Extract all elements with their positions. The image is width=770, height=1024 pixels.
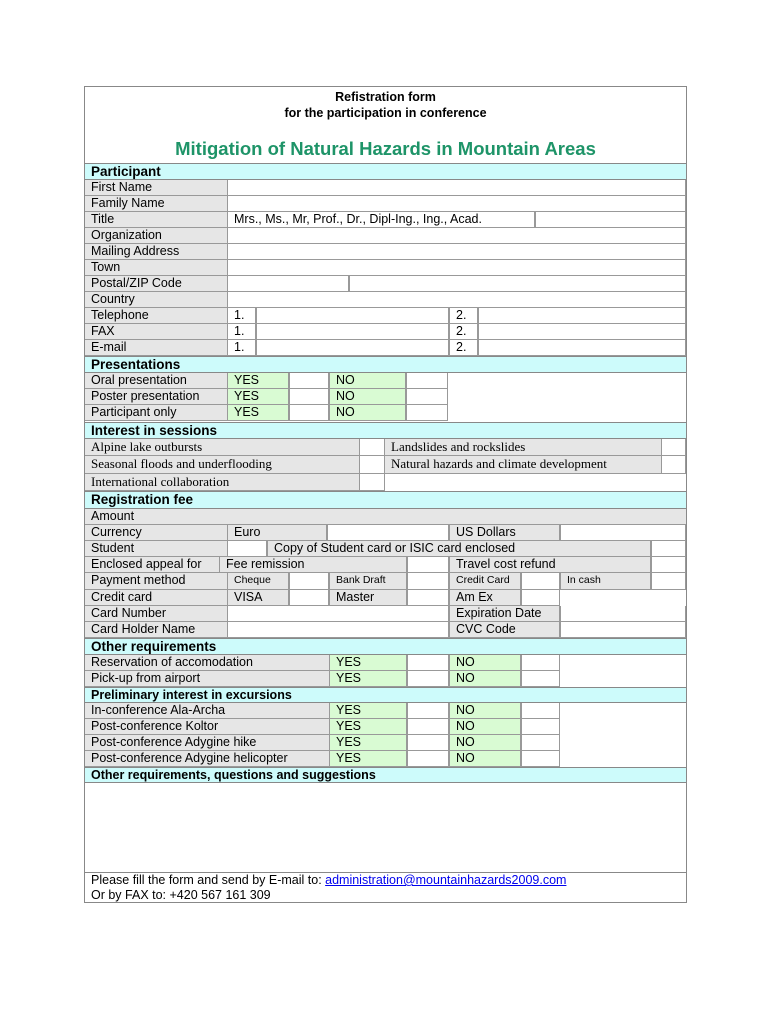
telephone-2-num: 2. <box>449 308 478 324</box>
section-suggestions: Other requirements, questions and suggestions <box>85 767 686 783</box>
reservation-yes-checkbox[interactable] <box>407 655 449 671</box>
label-reservation: Reservation of accomodation <box>85 655 329 671</box>
telephone-1-field[interactable] <box>256 308 449 324</box>
suggestions-textarea[interactable] <box>85 783 686 873</box>
label-excursion-adygine-helicopter: Post-conference Adygine helicopter <box>85 751 329 767</box>
label-excursion-adygine-hike: Post-conference Adygine hike <box>85 735 329 751</box>
label-town: Town <box>85 260 227 276</box>
section-registration-fee: Registration fee <box>85 491 686 509</box>
fax-2-num: 2. <box>449 324 478 340</box>
fax-1-field[interactable] <box>256 324 449 340</box>
expiration-field[interactable] <box>560 606 686 622</box>
participant-yes-label: YES <box>227 405 289 421</box>
first-name-field[interactable] <box>227 180 686 196</box>
label-excursion-ala-archa: In-conference Ala-Archa <box>85 703 329 719</box>
registration-form <box>84 86 687 903</box>
euro-label: Euro <box>227 525 327 541</box>
master-label: Master <box>329 590 407 606</box>
usd-label: US Dollars <box>449 525 560 541</box>
alpine-lake-checkbox[interactable] <box>359 439 385 456</box>
adygine-heli-no-checkbox[interactable] <box>521 751 560 767</box>
bank-draft-checkbox[interactable] <box>407 573 449 590</box>
label-title: Title <box>85 212 227 228</box>
copy-student-card-label: Copy of Student card or ISIC card enclosed <box>267 541 651 557</box>
adygine-hike-no-checkbox[interactable] <box>521 735 560 751</box>
ala-archa-yes-label: YES <box>329 703 407 719</box>
student-checkbox[interactable] <box>227 541 267 557</box>
telephone-2-field[interactable] <box>478 308 686 324</box>
cvc-field[interactable] <box>560 622 686 638</box>
label-country: Country <box>85 292 227 308</box>
koltor-no-label: NO <box>449 719 521 735</box>
credit-card-option-label: Credit Card <box>449 573 521 590</box>
title-options[interactable]: Mrs., Ms., Mr, Prof., Dr., Dipl-Ing., Ing., Acad. <box>227 212 535 228</box>
label-card-number: Card Number <box>85 606 227 622</box>
label-participant-only: Participant only <box>85 405 227 421</box>
label-alpine-lake: Alpine lake outbursts <box>85 439 359 456</box>
visa-label: VISA <box>227 590 289 606</box>
pickup-no-checkbox[interactable] <box>521 671 560 687</box>
amex-checkbox[interactable] <box>521 590 560 606</box>
pickup-yes-checkbox[interactable] <box>407 671 449 687</box>
copy-student-card-checkbox[interactable] <box>651 541 686 557</box>
expiration-label: Expiration Date <box>449 606 560 622</box>
adygine-heli-yes-label: YES <box>329 751 407 767</box>
fax-2-field[interactable] <box>478 324 686 340</box>
country-field[interactable] <box>227 292 686 308</box>
label-seasonal-floods: Seasonal floods and underflooding <box>85 456 359 474</box>
travel-cost-label: Travel cost refund <box>449 557 651 573</box>
reservation-no-checkbox[interactable] <box>521 655 560 671</box>
form-title-line1: Refistration form <box>335 90 436 104</box>
reservation-yes-label: YES <box>329 655 407 671</box>
label-first-name: First Name <box>85 180 227 196</box>
adygine-heli-no-label: NO <box>449 751 521 767</box>
label-amount: Amount <box>85 509 686 525</box>
poster-yes-checkbox[interactable] <box>289 389 329 405</box>
master-checkbox[interactable] <box>407 590 449 606</box>
form-title-line2: for the participation in conference <box>284 106 487 120</box>
label-natural-hazards: Natural hazards and climate development <box>385 456 661 474</box>
pickup-no-label: NO <box>449 671 521 687</box>
ala-archa-yes-checkbox[interactable] <box>407 703 449 719</box>
oral-no-label: NO <box>329 373 406 389</box>
label-email: E-mail <box>85 340 227 356</box>
fax-1-num: 1. <box>227 324 256 340</box>
section-presentations: Presentations <box>85 356 686 373</box>
adygine-heli-yes-checkbox[interactable] <box>407 751 449 767</box>
in-cash-label: In cash <box>560 573 651 590</box>
ala-archa-no-checkbox[interactable] <box>521 703 560 719</box>
footer-email-link[interactable]: administration@mountainhazards2009.com <box>325 873 567 887</box>
pickup-yes-label: YES <box>329 671 407 687</box>
landslides-checkbox[interactable] <box>661 439 686 456</box>
postal-extra-field[interactable] <box>349 276 686 292</box>
label-international: International collaboration <box>85 474 359 491</box>
reservation-no-label: NO <box>449 655 521 671</box>
label-postal: Postal/ZIP Code <box>85 276 227 292</box>
oral-no-checkbox[interactable] <box>406 373 448 389</box>
fee-remission-label: Fee remission <box>219 557 407 573</box>
koltor-no-checkbox[interactable] <box>521 719 560 735</box>
label-oral-presentation: Oral presentation <box>85 373 227 389</box>
euro-field[interactable] <box>327 525 449 541</box>
section-sessions: Interest in sessions <box>85 422 686 439</box>
label-mailing-address: Mailing Address <box>85 244 227 260</box>
oral-yes-checkbox[interactable] <box>289 373 329 389</box>
cvc-label: CVC Code <box>449 622 560 638</box>
poster-yes-label: YES <box>227 389 289 405</box>
participant-no-label: NO <box>329 405 406 421</box>
telephone-1-num: 1. <box>227 308 256 324</box>
amex-label: Am Ex <box>449 590 521 606</box>
organization-field[interactable] <box>227 228 686 244</box>
international-checkbox[interactable] <box>359 474 385 491</box>
label-pickup: Pick-up from airport <box>85 671 329 687</box>
credit-card-option-checkbox[interactable] <box>521 573 560 590</box>
usd-field[interactable] <box>560 525 686 541</box>
poster-no-label: NO <box>329 389 406 405</box>
oral-yes-label: YES <box>227 373 289 389</box>
email-1-num: 1. <box>227 340 256 356</box>
section-other-requirements: Other requirements <box>85 638 686 655</box>
bank-draft-label: Bank Draft <box>329 573 407 590</box>
footer-fax-line: Or by FAX to: +420 567 161 309 <box>91 888 271 902</box>
label-currency: Currency <box>85 525 227 541</box>
email-2-num: 2. <box>449 340 478 356</box>
label-poster-presentation: Poster presentation <box>85 389 227 405</box>
family-name-field[interactable] <box>227 196 686 212</box>
label-payment-method: Payment method <box>85 573 227 590</box>
postal-field[interactable] <box>227 276 349 292</box>
label-telephone: Telephone <box>85 308 227 324</box>
in-cash-checkbox[interactable] <box>651 573 686 590</box>
section-excursions: Preliminary interest in excursions <box>85 687 686 703</box>
adygine-hike-no-label: NO <box>449 735 521 751</box>
card-holder-field[interactable] <box>227 622 449 638</box>
seasonal-floods-checkbox[interactable] <box>359 456 385 474</box>
koltor-yes-checkbox[interactable] <box>407 719 449 735</box>
participant-yes-checkbox[interactable] <box>289 405 329 421</box>
cheque-checkbox[interactable] <box>289 573 329 590</box>
label-landslides: Landslides and rockslides <box>385 439 661 456</box>
fee-remission-checkbox[interactable] <box>407 557 449 573</box>
label-student: Student <box>85 541 227 557</box>
adygine-hike-yes-label: YES <box>329 735 407 751</box>
town-field[interactable] <box>227 260 686 276</box>
participant-no-checkbox[interactable] <box>406 405 448 421</box>
travel-cost-checkbox[interactable] <box>651 557 686 573</box>
label-credit-card: Credit card <box>85 590 227 606</box>
label-fax: FAX <box>85 324 227 340</box>
koltor-yes-label: YES <box>329 719 407 735</box>
ala-archa-no-label: NO <box>449 703 521 719</box>
title-extra-field[interactable] <box>535 212 686 228</box>
poster-no-checkbox[interactable] <box>406 389 448 405</box>
cheque-label: Cheque <box>227 573 289 590</box>
label-organization: Organization <box>85 228 227 244</box>
label-family-name: Family Name <box>85 196 227 212</box>
label-enclosed-appeal: Enclosed appeal for <box>85 557 219 573</box>
label-card-holder: Card Holder Name <box>85 622 227 638</box>
email-2-field[interactable] <box>478 340 686 356</box>
adygine-hike-yes-checkbox[interactable] <box>407 735 449 751</box>
natural-hazards-checkbox[interactable] <box>661 456 686 474</box>
footer-email-line <box>91 873 681 888</box>
mailing-address-field[interactable] <box>227 244 686 260</box>
footer-email-text: Please fill the form and send by E-mail to: <box>91 873 326 887</box>
label-excursion-koltor: Post-conference Koltor <box>85 719 329 735</box>
card-number-field[interactable] <box>227 606 449 622</box>
conference-title: Mitigation of Natural Hazards in Mountain Areas <box>175 138 596 159</box>
email-1-field[interactable] <box>256 340 449 356</box>
section-participant: Participant <box>85 163 686 180</box>
visa-checkbox[interactable] <box>289 590 329 606</box>
